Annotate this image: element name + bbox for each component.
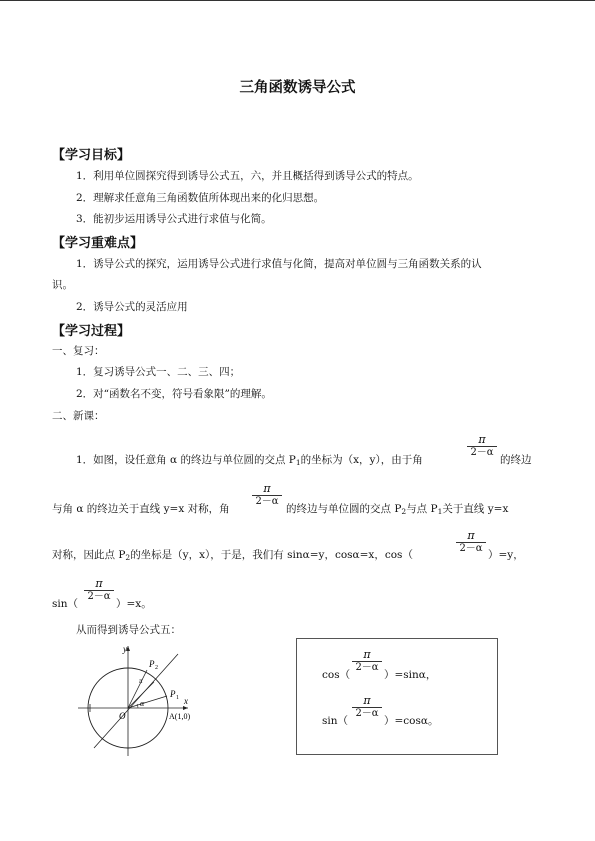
goal-item-3: 3．能初步运用诱导公式进行求值与化简。 xyxy=(76,213,272,225)
p1-label: P xyxy=(170,689,176,699)
line-y-equals-x xyxy=(94,654,178,748)
goal-item-1: 1．利用单位圆探究得到诱导公式五，六，并且概括得到诱导公式的特点。 xyxy=(76,170,419,182)
para-line-2-end: 的终边与单位圆的交点 $P_2$与点 $P_1$关于直线 y=x xyxy=(286,503,509,516)
formula-cos-end: ）=sinα， xyxy=(384,669,437,681)
fraction-pi-over-2-minus-alpha: π 2－α xyxy=(456,530,486,554)
para-line-3-start: 对称，因此点 $P_2$的坐标是（y，x），于是，我们有 sinα=y，cosα=x，cos（ xyxy=(52,549,413,562)
conclusion-text: 从而得到诱导公式五： xyxy=(76,624,181,636)
p1-subscript: 1 xyxy=(176,695,179,701)
review-item-2: 2．对“函数名不变，符号看象限”的理解。 xyxy=(76,388,272,400)
new-lesson-heading: 二、新课： xyxy=(52,410,105,422)
key-point-1-line1: 1．诱导公式的探究，运用诱导公式进行求值与化简，提高对单位圆与三角函数关系的认 xyxy=(76,258,482,270)
fraction-pi-over-2-minus-alpha: π 2－α xyxy=(352,649,382,673)
review-heading: 一、复习： xyxy=(52,345,105,357)
y-axis-label: y xyxy=(123,644,127,654)
formula-sin-end: ）=cosα。 xyxy=(384,715,439,727)
top-border xyxy=(0,0,595,1)
key-points-heading: 【学习重难点】 xyxy=(52,236,144,251)
goal-item-2: 2．理解求任意角三角函数值所体现出来的化归思想。 xyxy=(76,192,325,204)
x-axis-label: x xyxy=(184,696,188,706)
para-line-4-start: sin（ xyxy=(52,598,79,610)
para-line-3-end: ）=y， xyxy=(488,549,524,561)
formula-box xyxy=(296,638,498,755)
alpha-label: α xyxy=(140,699,145,708)
p2-label: P xyxy=(149,659,155,669)
para-line-1: 1．如图，设任意角 α 的终边与单位圆的交点 $P_1$的坐标为（x，y），由于角 xyxy=(76,454,423,467)
unit-circle-figure xyxy=(72,640,202,760)
para-line-2-start: 与角 α 的终边关于直线 y=x 对称，角 xyxy=(52,503,230,515)
process-heading: 【学习过程】 xyxy=(52,324,131,339)
origin-label: O xyxy=(119,711,126,721)
point-a-label: A(1,0) xyxy=(169,712,191,721)
para-line-1-end: 的终边 xyxy=(500,454,532,466)
pi-label: π xyxy=(139,677,143,685)
fraction-pi-over-2-minus-alpha: π 2－α xyxy=(352,695,382,719)
page-title: 三角函数诱导公式 xyxy=(239,80,356,96)
fraction-pi-over-2-minus-alpha: π 2－α xyxy=(252,483,282,507)
para-line-4-end: ）=x。 xyxy=(116,598,152,610)
formula-sin-start: sin（ xyxy=(322,715,349,727)
x-axis-arrow xyxy=(183,706,188,710)
formula-cos-start: cos（ xyxy=(322,669,351,681)
review-item-1: 1．复习诱导公式一、二、三、四； xyxy=(76,366,241,378)
goals-heading: 【学习目标】 xyxy=(52,148,131,163)
fraction-pi-over-2-minus-alpha: π 2－α xyxy=(467,434,497,458)
p2-subscript: 2 xyxy=(155,665,158,671)
key-point-1-line2: 识。 xyxy=(52,279,73,291)
key-point-2: 2．诱导公式的灵活应用 xyxy=(76,301,188,313)
fraction-pi-over-2-minus-alpha: π 2－α xyxy=(84,578,114,602)
